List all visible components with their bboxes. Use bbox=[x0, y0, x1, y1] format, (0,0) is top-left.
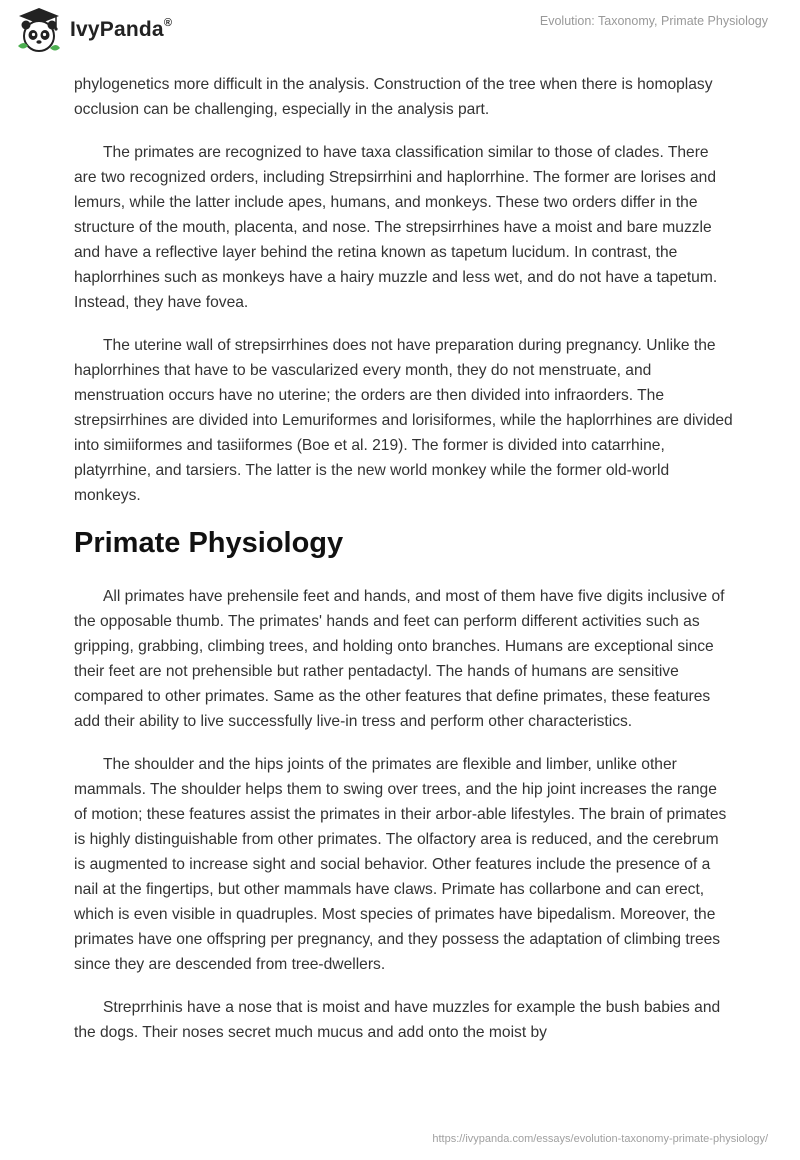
page-header bbox=[0, 0, 800, 70]
source-url[interactable]: https://ivypanda.com/essays/evolution-taxonomy-primate-physiology/ bbox=[432, 1133, 768, 1145]
paragraph: The primates are recognized to have taxa classification similar to those of clades. There are two recognized orders, including Strepsirrhini and haplorrhine. The former are lorises and lemurs, while the latter include apes, humans, and monkeys. These two orders differ in the structure of the mouth, placenta, and nose. The strepsirrhines have a moist and bare muzzle and have a reflective layer behind the retina known as tapetum lucidum. In contrast, the haplorrhines such as monkeys have a hairy muzzle and less wet, and do not have a tapetum. Instead, they have fovea. bbox=[74, 144, 718, 311]
document-title: Evolution: Taxonomy, Primate Physiology bbox=[539, 14, 768, 28]
section-heading: Primate Physiology bbox=[74, 527, 344, 559]
panda-logo-icon bbox=[14, 6, 64, 54]
paragraph: phylogenetics more difficult in the analysis. Construction of the tree when there is homoplasy occlusion can be challenging, especially in the analysis part. bbox=[74, 76, 713, 118]
paragraph: The shoulder and the hips joints of the primates are flexible and limber, unlike other mammals. The shoulder helps them to swing over trees, and the hip joint increases the range of motion; these features assist the primates in their arbor-able lifestyles. The brain of primates is highly distinguishable from other primates. The olfactory area is reduced, and the cerebrum is augmented to increase sight and social behavior. Other features include the presence of a nail at the fingertips, but other mammals have claws. Primate has collarbone and can erect, which is even visible in quadruples. Most species of primates have bipedalism. Moreover, the primates have one offspring per pregnancy, and they possess the adaptation of climbing trees since they are descended from tree-dwellers. bbox=[74, 756, 727, 973]
article-body bbox=[74, 72, 734, 1063]
paragraph: The uterine wall of strepsirrhines does not have preparation during pregnancy. Unlike the haplorrhines that have to be vascularized every month, they do not menstruate, and menstruation occurs have no uterine; the orders are then divided into infraorders. The strepsirrhines are divided into Lemuriformes and lorisiformes, while the haplorrhines are divided into simiiformes and tasiiformes (Boe et al. 219). The former is divided into catarrhine, platyrrhine, and tarsiers. The latter is the new world monkey while the former old-world monkeys. bbox=[74, 337, 733, 504]
ivypanda-logo[interactable] bbox=[14, 6, 172, 54]
logo-text: IvyPanda® bbox=[70, 17, 173, 41]
paragraph: Streprrhinis have a nose that is moist and have muzzles for example the bush babies and the dogs. Their noses secret much mucus and add onto the moist by bbox=[74, 999, 721, 1041]
paragraph: All primates have prehensile feet and hands, and most of them have five digits inclusive of the opposable thumb. The primates' hands and feet can perform different activities such as gripping, grabbing, climbing trees, and holding onto branches. Humans are exceptional since their feet are not prehensible but rather pentadactyl. The hands of humans are sensitive compared to other primates. Same as the other features that define primates, these features add their ability to live successfully live-in tress and perform other characteristics. bbox=[74, 588, 725, 730]
